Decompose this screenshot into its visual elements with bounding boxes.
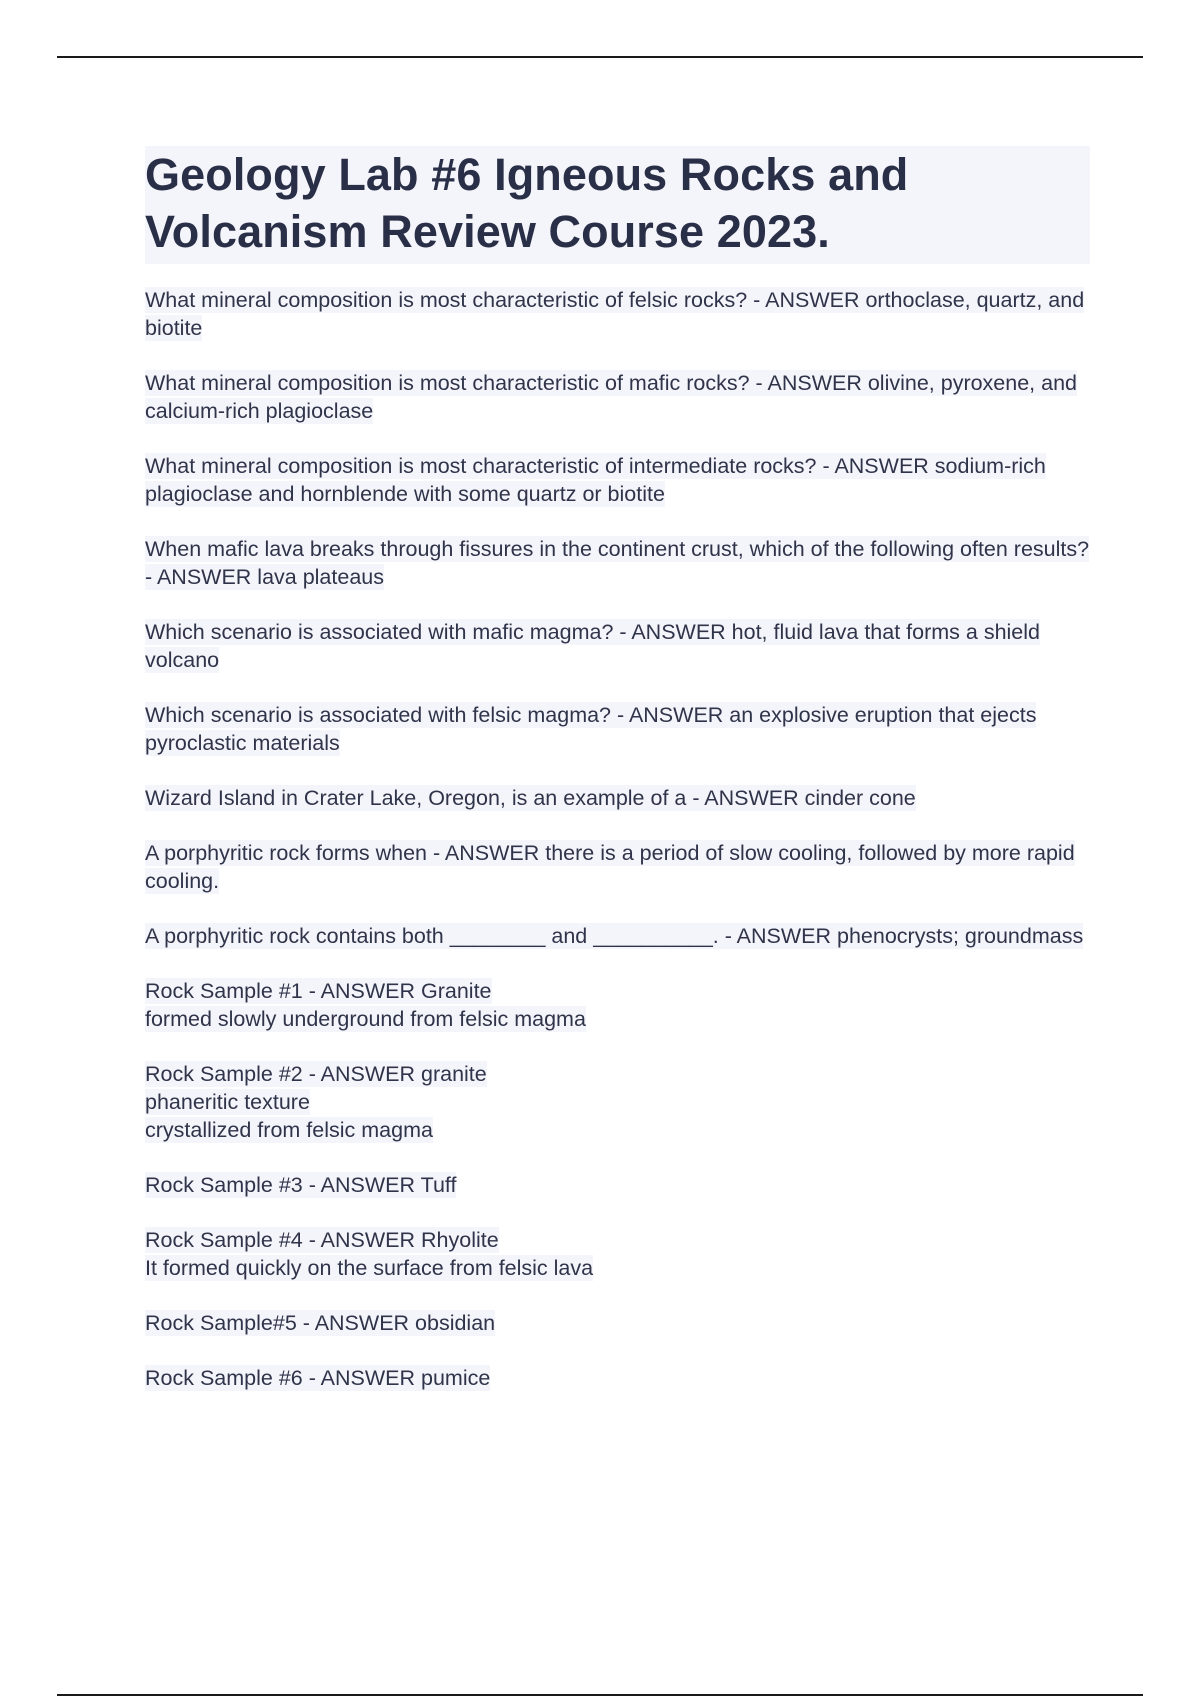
qa-text: Wizard Island in Crater Lake, Oregon, is an example of a - ANSWER cinder cone: [145, 786, 916, 810]
qa-item: [145, 369, 1090, 425]
qa-line: [145, 1116, 1090, 1144]
qa-line: [145, 1060, 1090, 1088]
qa-item: [145, 839, 1090, 895]
page-title: Geology Lab #6 Igneous Rocks and Volcanism Review Course 2023.: [145, 149, 909, 257]
qa-list: [145, 286, 1090, 1392]
qa-text: When mafic lava breaks through fissures in the continent crust, which of the following often results? - ANSWER lava plateaus: [145, 537, 1090, 589]
qa-item: [145, 977, 1090, 1033]
qa-text: What mineral composition is most characteristic of felsic rocks? - ANSWER orthoclase, quartz, and biotite: [145, 288, 1085, 340]
qa-text: Rock Sample #6 - ANSWER pumice: [145, 1366, 491, 1390]
qa-item: [145, 535, 1090, 591]
qa-text: Rock Sample#5 - ANSWER obsidian: [145, 1311, 496, 1335]
document-body: [145, 146, 1090, 1419]
qa-line: [145, 1005, 1090, 1033]
qa-text: A porphyritic rock contains both ________ and __________. - ANSWER phenocrysts; groundmass: [145, 924, 1084, 948]
qa-text: A porphyritic rock forms when - ANSWER there is a period of slow cooling, followed by more rapid cooling.: [145, 841, 1075, 893]
title-block: [145, 146, 1090, 264]
qa-item: [145, 1364, 1090, 1392]
qa-item: [145, 1226, 1090, 1282]
qa-text: phaneritic texture: [145, 1090, 310, 1114]
qa-text: Which scenario is associated with mafic magma? - ANSWER hot, fluid lava that forms a shield volcano: [145, 620, 1040, 672]
qa-text: Rock Sample #2 - ANSWER granite: [145, 1062, 487, 1086]
qa-text: Rock Sample #1 - ANSWER Granite: [145, 979, 492, 1003]
qa-text: Rock Sample #3 - ANSWER Tuff: [145, 1173, 457, 1197]
qa-text: It formed quickly on the surface from felsic lava: [145, 1256, 594, 1280]
qa-item: [145, 452, 1090, 508]
footer-rule: [57, 1694, 1143, 1696]
qa-text: formed slowly underground from felsic magma: [145, 1007, 586, 1031]
qa-item: [145, 784, 1090, 812]
qa-line: [145, 977, 1090, 1005]
qa-text: crystallized from felsic magma: [145, 1118, 433, 1142]
qa-text: What mineral composition is most characteristic of intermediate rocks? - ANSWER sodium-rich plagioclase and hornblende with some quartz or biotite: [145, 454, 1046, 506]
qa-text: What mineral composition is most characteristic of mafic rocks? - ANSWER olivine, pyroxene, and calcium-rich plagioclase: [145, 371, 1077, 423]
qa-item: [145, 1309, 1090, 1337]
qa-item: [145, 922, 1090, 950]
qa-line: [145, 1088, 1090, 1116]
qa-item: [145, 286, 1090, 342]
qa-item: [145, 701, 1090, 757]
qa-line: [145, 1254, 1090, 1282]
header-rule: [57, 56, 1143, 58]
qa-text: Which scenario is associated with felsic magma? - ANSWER an explosive eruption that ejects pyroclastic materials: [145, 703, 1037, 755]
qa-line: [145, 1226, 1090, 1254]
qa-item: [145, 1060, 1090, 1144]
qa-item: [145, 1171, 1090, 1199]
qa-item: [145, 618, 1090, 674]
qa-text: Rock Sample #4 - ANSWER Rhyolite: [145, 1228, 499, 1252]
